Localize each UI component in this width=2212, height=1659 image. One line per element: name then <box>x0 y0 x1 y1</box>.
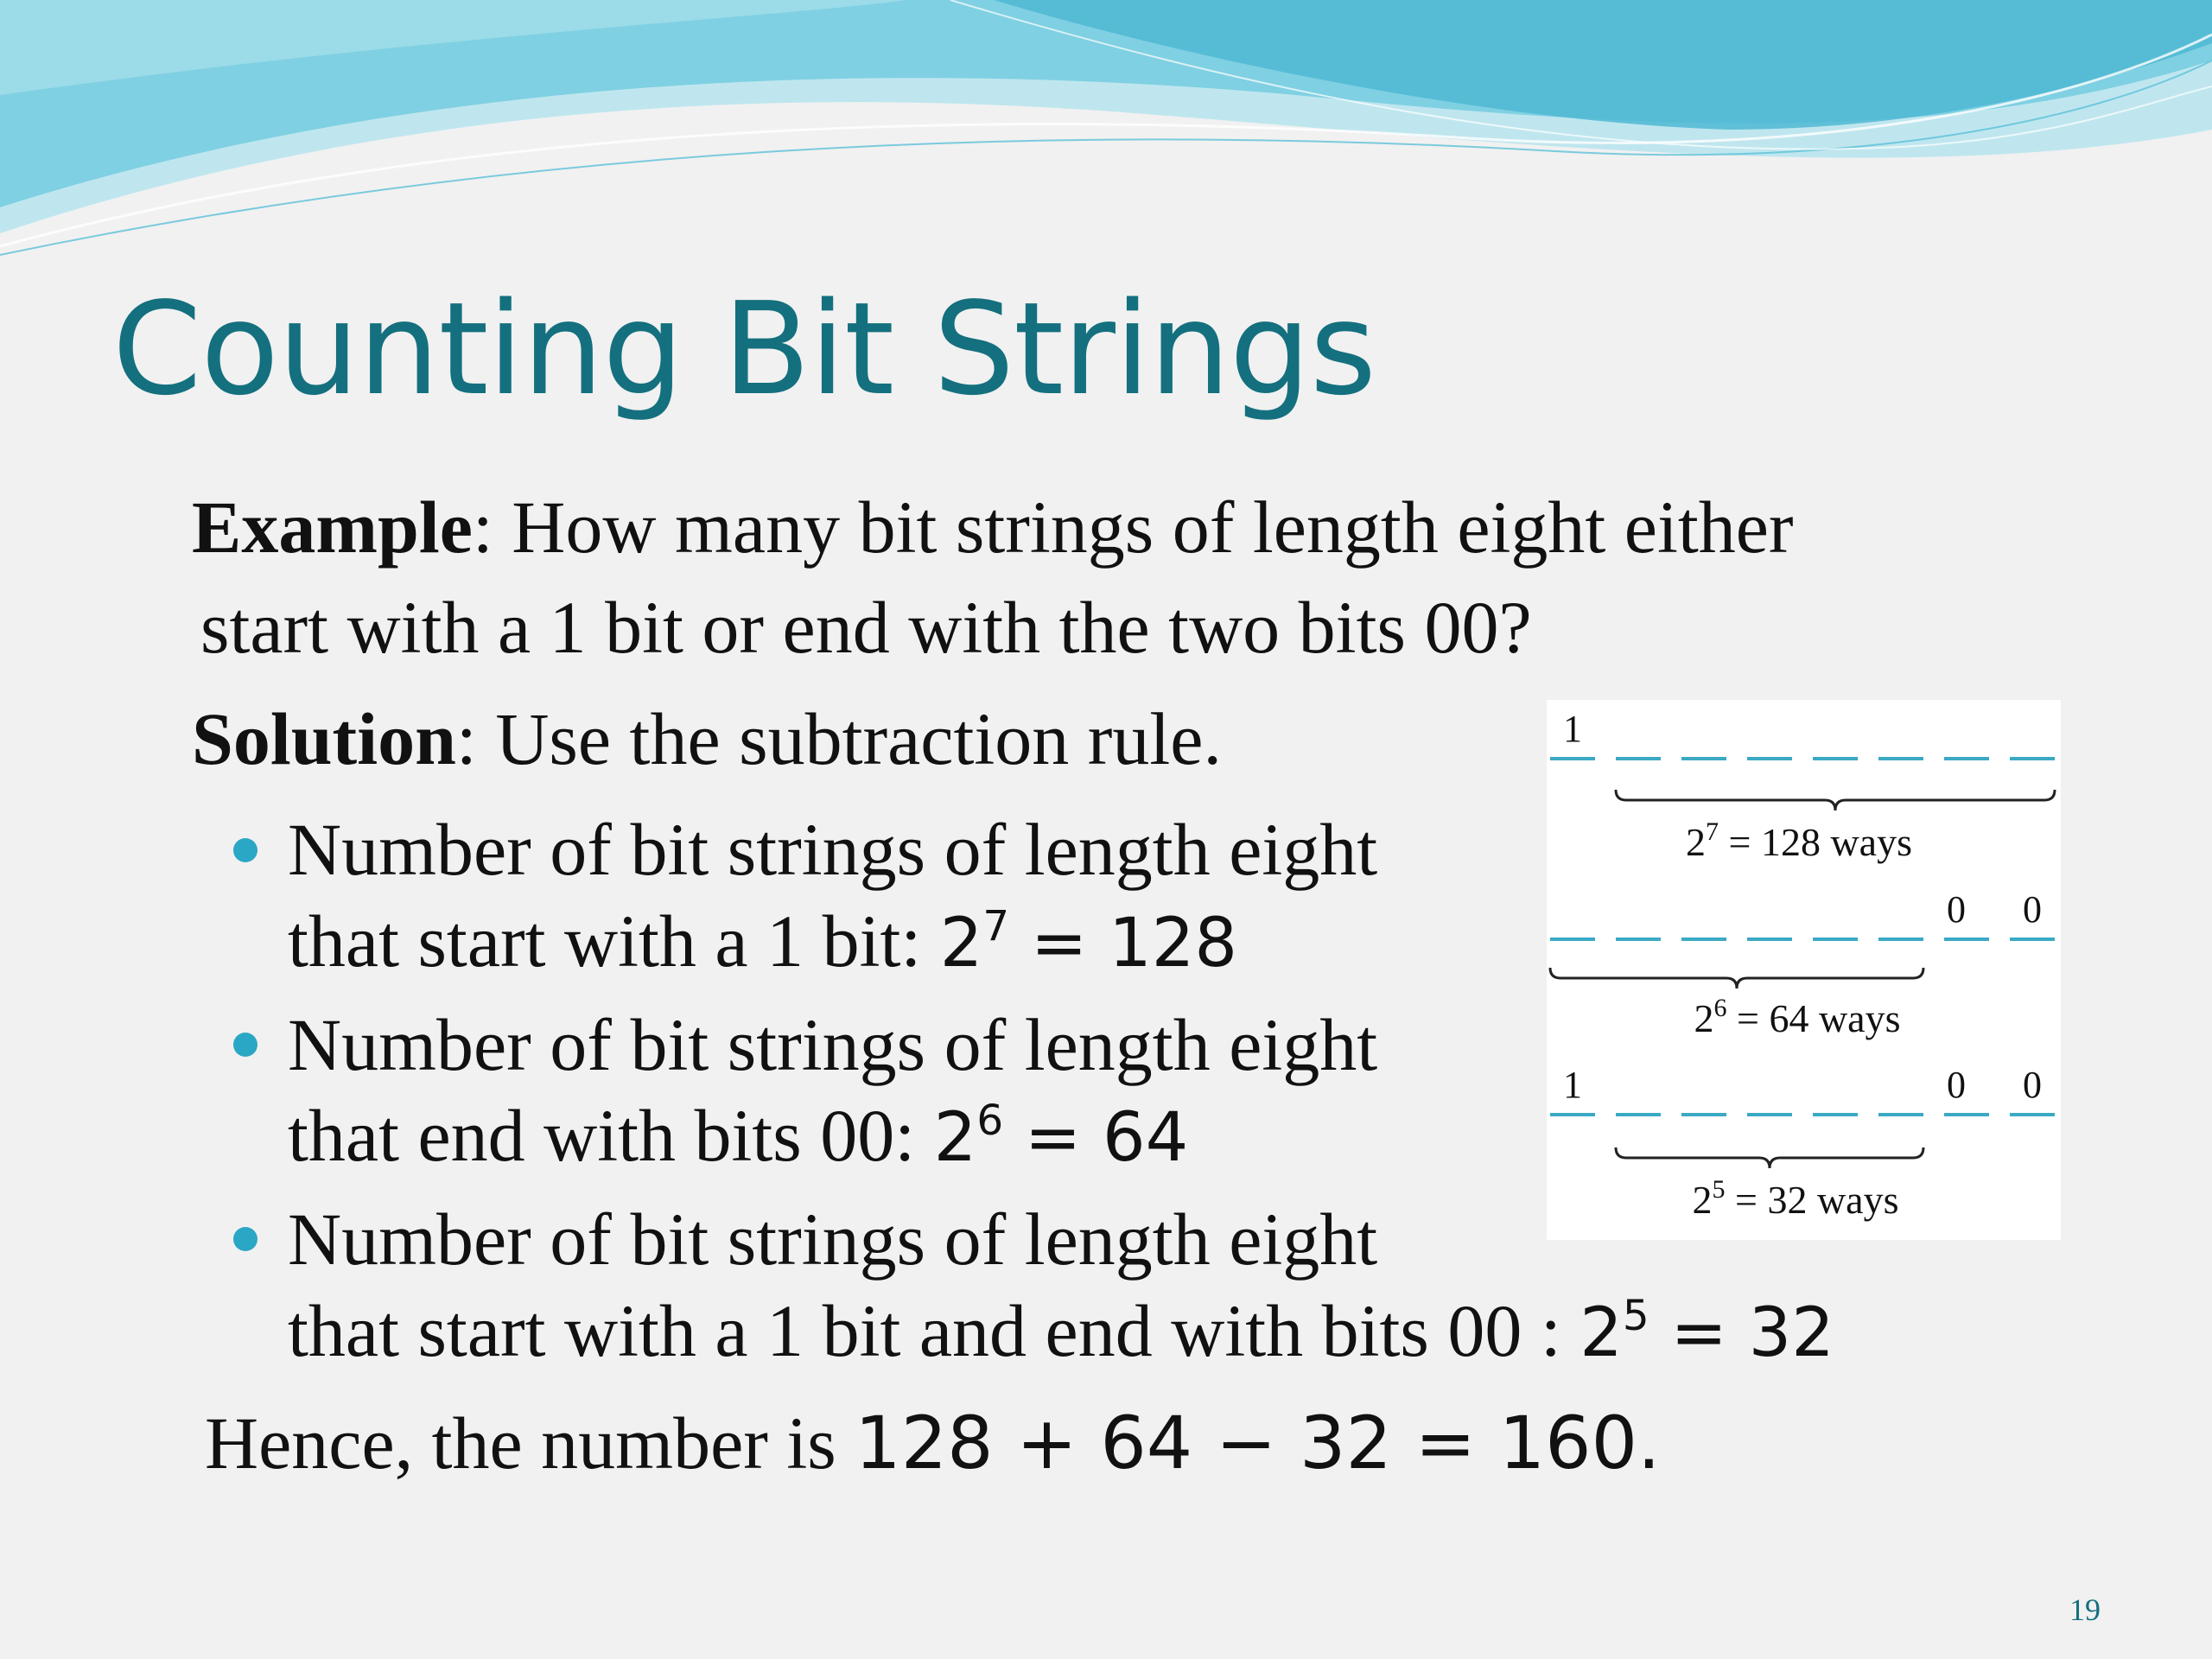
row-3-digit-8: 0 <box>2023 1064 2042 1106</box>
diagram-row-2 <box>1550 888 2055 1040</box>
bullet-2-line-1: Number of bit strings of length eight <box>288 1003 1378 1086</box>
conclusion-text: Hence, the number is <box>205 1402 855 1484</box>
bullet-3-line-2 <box>288 1289 1834 1372</box>
example-line-1 <box>192 486 1794 569</box>
example-line-2: start with a 1 bit or end with the two bits 00? <box>200 586 1532 669</box>
example-question-part1: : How many bit strings of length eight either <box>472 486 1794 569</box>
bullet-2-text: that end with bits 00: <box>288 1094 934 1177</box>
solution-label: Solution <box>192 697 456 780</box>
bullet-3-base: 2 <box>1580 1294 1623 1372</box>
bullet-1-result: = 128 <box>1009 905 1238 982</box>
row-2-digit-7: 0 <box>1947 888 1966 931</box>
page-number: 19 <box>2069 1592 2101 1627</box>
bullet-3-exponent: 5 <box>1622 1292 1649 1341</box>
bullet-2-line-2 <box>288 1094 1189 1177</box>
solution-text: : Use the subtraction rule. <box>455 697 1222 780</box>
bullet-2-base: 2 <box>933 1099 977 1177</box>
bullet-1-base: 2 <box>939 905 983 982</box>
row-1-label: $2^7 = 128$ ways <box>1686 817 1912 864</box>
row-3-brace <box>1616 1147 1923 1168</box>
row-2-brace <box>1550 968 1923 988</box>
bullet-dot-1 <box>233 838 257 862</box>
example-label: Example <box>192 486 473 569</box>
row-2-digit-8: 0 <box>2023 888 2042 931</box>
diagram-row-1 <box>1550 708 2055 864</box>
bullet-3-result: = 32 <box>1649 1294 1834 1372</box>
bullet-2-formula <box>933 1096 1189 1177</box>
bullet-1-exponent: 7 <box>982 902 1010 951</box>
row-3-label: $2^5 = 32$ ways <box>1692 1175 1899 1222</box>
row-3-digit-7: 0 <box>1947 1064 1966 1106</box>
bit-string-diagram <box>1547 700 2061 1240</box>
diagram-row-3 <box>1550 1064 2055 1222</box>
bullet-3-formula <box>1580 1294 1834 1372</box>
row-1-brace <box>1616 790 2055 810</box>
header-wave-decoration <box>0 0 2212 259</box>
solution-line <box>192 697 1222 780</box>
conclusion-line <box>205 1401 1661 1485</box>
bullet-1-formula <box>939 902 1238 982</box>
bullet-dot-3 <box>233 1227 257 1251</box>
row-2-label: $2^6 = 64$ ways <box>1694 994 1901 1040</box>
row-1-digit-1: 1 <box>1563 708 1582 750</box>
bullet-2-result: = 64 <box>1003 1099 1189 1177</box>
bullet-1-line-1: Number of bit strings of length eight <box>288 808 1378 891</box>
bullet-3-text: that start with a 1 bit and end with bits 00 : <box>288 1289 1580 1372</box>
row-3-digit-1: 1 <box>1563 1064 1582 1106</box>
bullet-2-exponent: 6 <box>976 1096 1004 1146</box>
bullet-1-line-2 <box>288 899 1238 982</box>
slide-title: Counting Bit Strings <box>112 275 1376 423</box>
bullet-1-text: that start with a 1 bit: <box>288 899 940 982</box>
bullet-3-line-1: Number of bit strings of length eight <box>288 1198 1378 1281</box>
conclusion-formula: 128 + 64 − 32 = 160. <box>855 1401 1661 1485</box>
bullet-dot-2 <box>233 1033 257 1057</box>
